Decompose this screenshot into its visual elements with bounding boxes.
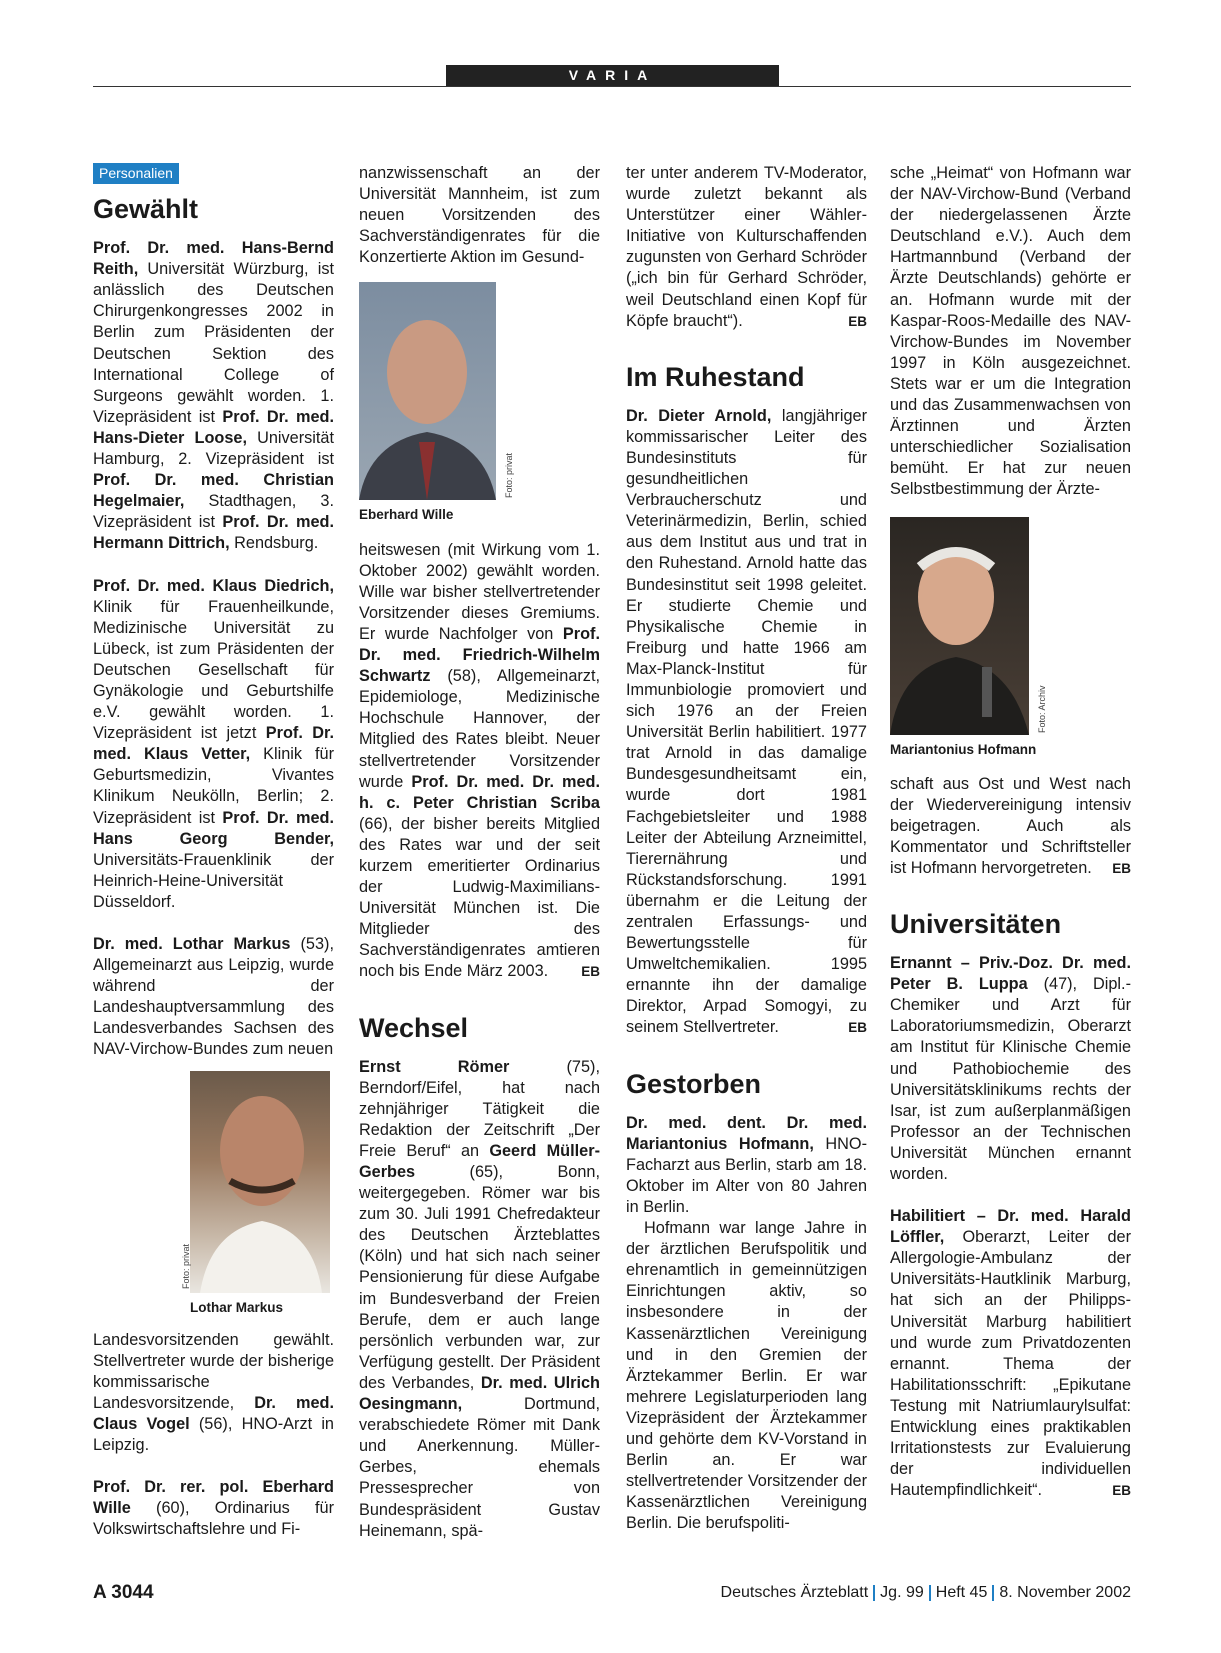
paragraph-text: heitswesen (mit Wirkung vom 1. Oktober 2002) gewählt worden. Wille war bisher stellvertretender Vorsitzender dieses Gremiums. Er wurde Nachfolger von Prof. Dr. med. Friedrich-Wilhelm Schwartz (58), Allgemeinarzt, Epidemiologe, Medizinische Hochschule Hannover, der Mitglied des Rates bleibt. Neuer stellvertretender Vorsitzender wurde Prof. Dr. med. Dr. med. h. c. Peter Christian Scriba (66), der bisher bereits Mitglied des Rates war und der seit kurzem emeritierter Ordinarius der Ludwig-Maximilians-Universität München ist. Die Mitglieder des Sachverständigenrates amtieren noch bis Ende März 2003. [359, 540, 600, 981]
separator [992, 1585, 994, 1601]
journal-name: Deutsches Ärzteblatt [720, 1584, 869, 1601]
photo-caption: Lothar Markus [190, 1299, 284, 1315]
header-rule [93, 86, 1131, 87]
portrait-silhouette [359, 282, 496, 500]
heading-universitaeten: Universitäten [890, 909, 1062, 940]
journal-date: 8. November 2002 [999, 1584, 1131, 1601]
photo-credit: Foto: privat [181, 1243, 191, 1289]
heading-im-ruhestand: Im Ruhestand [626, 361, 805, 392]
figure-eberhard-wille [359, 282, 514, 525]
paragraph: Prof. Dr. rer. pol. Eberhard Wille (60), Ordinarius für Volkswirtschaftslehre und Fi- [93, 1478, 334, 1539]
photo-caption: Eberhard Wille [359, 507, 454, 523]
portrait-silhouette [190, 1071, 330, 1293]
portrait-photo [190, 1071, 330, 1293]
figure-mariantonius-hofmann [890, 517, 1047, 760]
author-initials: EB [1112, 860, 1131, 876]
column-1 [93, 163, 334, 1541]
paragraph [359, 540, 600, 983]
paragraph [890, 774, 1131, 879]
paragraph: Hofmann war lange Jahre in der ärztlichen Berufspolitik und ehrenamtlich in gemeinnützigen Einrichtungen aktiv, so insbesondere in der Kassenärztlichen Vereinigung und in den Gremien der Ärztekammer Berlin. Er war mehrere Legislaturperioden lang Vizepräsident der Ärztekammer und gehörte dem KV-Vorstand in Berlin an. Er war stellvertretender Vorsitzender der Kassenärztlichen Vereinigung Berlin. Die berufspoliti- [626, 1219, 867, 1533]
photo-caption: Mariantonius Hofmann [890, 741, 1037, 757]
paragraph [626, 163, 867, 332]
paragraph-text: ter unter anderem TV-Moderator, wurde zuletzt bekannt als Unterstützer einer Wähler-Initiative von Kulturschaffenden zugunsten von Gerhard Schröder („ich bin für Gerhard Schröder, weil Deutschland einen Kopf für Köpfe braucht“). [626, 164, 867, 330]
column-3 [626, 163, 867, 1534]
paragraph: Prof. Dr. med. Klaus Diedrich, Klinik für Frauenheilkunde, Medizinische Universität zu Lübeck, ist zum Präsidenten der Deutschen Gesellschaft für Gynäkologie und Geburtshilfe e.V. gewählt worden. 1. Vizepräsident ist jetzt Prof. Dr. med. Klaus Vetter, Klinik für Geburtsmedizin, Vivantes Klinikum Neukölln, Berlin; 2. Vizepräsident ist Prof. Dr. med. Hans Georg Bender, Universitäts-Frauenklinik der Heinrich-Heine-Universität Düsseldorf. [93, 576, 334, 911]
portrait-silhouette [890, 517, 1029, 735]
category-tag: Personalien [93, 163, 179, 184]
author-initials: EB [1112, 1483, 1131, 1499]
paragraph: Dr. med. dent. Dr. med. Mariantonius Hofmann, HNO-Facharzt aus Berlin, starb am 18. Oktober im Alter von 80 Jahren in Berlin. [626, 1113, 867, 1216]
paragraph: Prof. Dr. med. Hans-Bernd Reith, Universität Würzburg, ist anlässlich des Deutschen Chirurgenkongresses 2002 in Berlin zum Präsidenten der Deutschen Sektion des International College of Surgeons gewählt worden. 1. Vizepräsident ist Prof. Dr. med. Hans-Dieter Loose, Universität Hamburg, 2. Vizepräsident ist Prof. Dr. med. Christian Hegelmaier, Stadthagen, 3. Vizepräsident ist Prof. Dr. med. Hermann Dittrich, Rendsburg. [93, 239, 334, 553]
paragraph-text: schaft aus Ost und West nach der Wiedervereinigung intensiv beigetragen. Auch als Kommentator und Schriftsteller ist Hofmann hervorgetreten. [890, 774, 1131, 877]
heading-wechsel: Wechsel [359, 1012, 469, 1043]
paragraph: Ernst Römer (75), Berndorf/Eifel, hat nach zehnjähriger Tätigkeit die Redaktion der Zeitschrift „Der Freie Beruf“ an Geerd Müller-Gerbes (65), Bonn, weitergegeben. Römer war bis zum 30. Juli 1991 Chefredakteur des Deutschen Ärzteblattes (Köln) und hat sich nach seiner Pensionierung für diese Aufgabe im Bundesverband der Freien Berufe, dem er auch lange persönlich verbunden war, zur Verfügung gestellt. Der Präsident des Verbandes, Dr. med. Ulrich Oesingmann, Dortmund, verabschiedete Römer mit Dank und Anerkennung. Müller-Gerbes, ehemals Pressesprecher von Bundespräsident Gustav Heinemann, spä- [359, 1057, 600, 1540]
portrait-photo [359, 282, 496, 500]
heading-gestorben: Gestorben [626, 1068, 762, 1099]
author-initials: EB [848, 1020, 867, 1036]
paragraph [626, 406, 867, 1039]
paragraph [890, 1206, 1131, 1501]
figure-lothar-markus [181, 1071, 330, 1318]
photo-credit: Foto: Archiv [1037, 684, 1047, 733]
paragraph: Dr. med. Lothar Markus (53), Allgemeinarzt aus Leipzig, wurde während der Landeshauptversammlung des Landesverbandes Sachsen des NAV-Virchow-Bundes zum neuen [93, 935, 334, 1059]
photo-credit: Foto: privat [504, 453, 514, 499]
separator [873, 1585, 875, 1601]
paragraph: nanzwissenschaft an der Universität Mannheim, ist zum neuen Vorsitzenden des Sachverständigenrates für die Konzertierte Aktion im Gesund- [359, 164, 600, 267]
page-number: A 3044 [93, 1582, 154, 1603]
portrait-photo [890, 517, 1029, 735]
section-header: VARIA [446, 65, 779, 86]
column-4 [890, 163, 1131, 1501]
author-initials: EB [848, 313, 867, 329]
paragraph: Landesvorsitzenden gewählt. Stellvertreter wurde der bisherige kommissarische Landesvorsitzende, Dr. med. Claus Vogel (56), HNO-Arzt in Leipzig. [93, 1330, 334, 1455]
paragraph-text: Dr. Dieter Arnold, langjähriger kommissarischer Leiter des Bundesinstituts für gesundheitlichen Verbraucherschutz und Veterinärmedizin, Berlin, schied aus dem Institut aus und trat in den Ruhestand. Arnold hatte das Bundesinstitut seit 1998 geleitet. Er studierte Chemie und Physikalische Chemie in Freiburg und hatte 1966 am Max-Planck-Institut für Immunbiologie promoviert und sich 1976 an der Freien Universität Berlin habilitiert. 1977 trat Arnold in das damalige Bundesgesundheitsamt ein, wurde dort 1981 Fachgebietsleiter und 1988 Leiter der Abteilung Arzneimittel, Tierernährung und Rückstandsforschung. 1991 übernahm er die Leitung der zentralen Erfassungs- und Bewertungsstelle für Umweltchemikalien. 1995 ernannte ihn der damalige Direktor, Arpad Somogyi, zu seinem Stellvertreter. [626, 406, 867, 1037]
paragraph-text: Habilitiert – Dr. med. Harald Löffler, Oberarzt, Leiter der Allergologie-Ambulanz der Universitäts-Hautklinik Marburg, hat sich an der Philipps-Universität Marburg habilitiert und wurde zum Privatdozenten ernannt. Thema der Habilitationsschrift: „Epikutane Testung mit Natriumlaurylsulfat: Entwicklung eines praktikablen Irritationstests zur Evaluierung der individuellen Hautempfindlichkeit“. [890, 1207, 1131, 1500]
journal-volume: Jg. 99 [880, 1584, 924, 1601]
separator [929, 1585, 931, 1601]
paragraph: sche „Heimat“ von Hofmann war der NAV-Virchow-Bund (Verband der niedergelassenen Ärzte Deutschland e.V.). Auch dem Hartmannbund (Verband der Ärzte Deutschlands) gehörte er an. Hofmann wurde mit der Kaspar-Roos-Medaille des NAV-Virchow-Bundes im November 1997 in Köln ausgezeichnet. Stets war er um die Integration und das Zusammenwachsen von Ärztinnen und Ärzten unterschiedlicher Sozialisation bemüht. Er hat zur neuen Selbstbestimmung der Ärzte- [890, 164, 1131, 499]
heading-gewaehlt: Gewählt [93, 194, 199, 225]
column-2 [359, 163, 600, 1542]
journal-info [721, 1584, 1131, 1602]
journal-issue: Heft 45 [935, 1584, 988, 1601]
paragraph: Ernannt – Priv.-Doz. Dr. med. Peter B. Luppa (47), Dipl.-Chemiker und Arzt für Laboratoriumsmedizin, Oberarzt am Institut für Klinische Chemie und Pathobiochemie des Universitätsklinikums rechts der Isar, ist zum außerplanmäßigen Professor an der Technischen Universität München ernannt worden. [890, 954, 1131, 1183]
author-initials: EB [581, 964, 600, 980]
